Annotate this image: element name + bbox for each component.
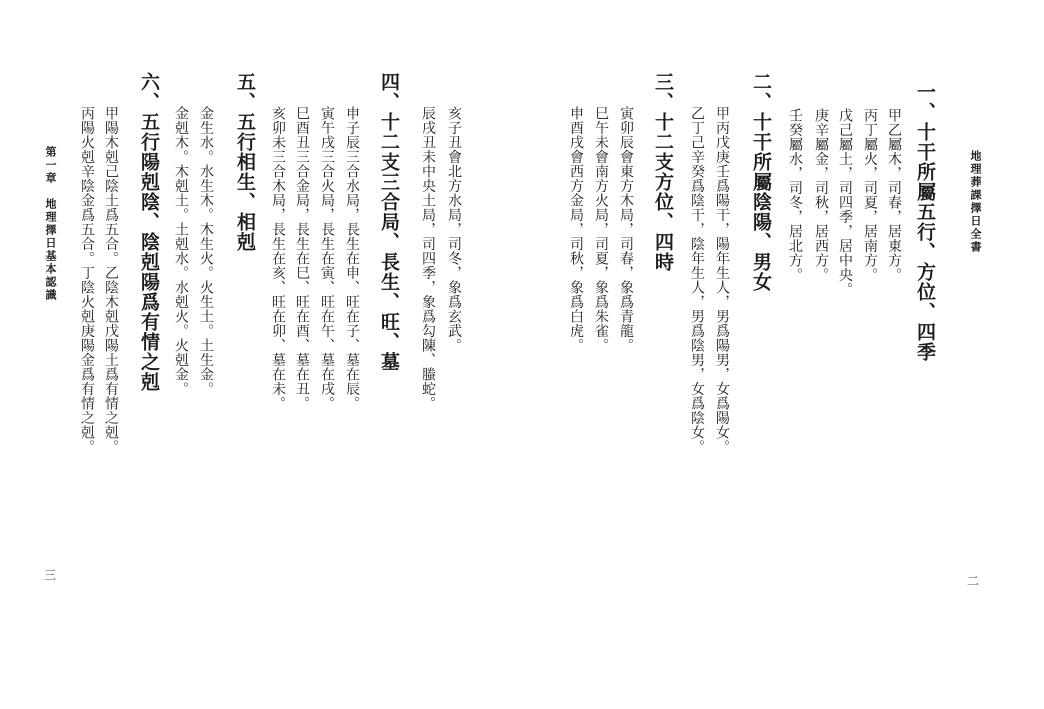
section-5-line-1: 金生水。水生木。木生火。火生土。土生金。 bbox=[198, 106, 214, 396]
section-3-line-1: 寅卯辰會東方木局，司春，象爲青龍。 bbox=[618, 106, 634, 353]
section-4-line-2: 寅午戌三合火局，長生在寅、旺在午、墓在戌。 bbox=[319, 106, 335, 411]
section-1-line-4: 庚辛屬金，司秋，居西方。 bbox=[813, 108, 829, 282]
section-heading-2: 二、十干所屬陰陽、男女 bbox=[750, 72, 772, 292]
section-heading-1: 一、十干所屬五行、方位、四季 bbox=[914, 82, 936, 362]
section-1-line-3: 戊己屬土，司四季，居中央。 bbox=[837, 108, 853, 297]
page-number-right: 二 bbox=[967, 574, 980, 588]
section-heading-5: 五、五行相生、相剋 bbox=[234, 72, 256, 252]
section-heading-4: 四、十二支三合局、長生、旺、墓 bbox=[378, 72, 400, 372]
section-3-line-2: 巳午未會南方火局，司夏，象爲朱雀。 bbox=[593, 106, 609, 353]
section-5-line-2: 金剋木。木剋土。土剋水。水剋火。火剋金。 bbox=[173, 106, 189, 396]
section-1-line-1: 甲乙屬木，司春，居東方。 bbox=[886, 108, 902, 282]
continued-line-1: 亥子丑會北方水局，司冬，象爲玄武。 bbox=[446, 106, 462, 353]
right-page bbox=[522, 0, 1044, 709]
running-header-left: 第一章 地理擇日基本認識 bbox=[44, 146, 57, 302]
continued-line-2: 辰戌丑未中央土局，司四季，象爲勾陳、螣蛇。 bbox=[420, 106, 436, 411]
section-2-line-1: 甲丙戊庚壬爲陽干，陽年生人，男爲陽男，女爲陽女。 bbox=[714, 106, 730, 454]
section-1-line-5: 壬癸屬水，司冬，居北方。 bbox=[787, 108, 803, 282]
section-4-line-3: 巳酉丑三合金局，長生在巳、旺在酉、墓在丑。 bbox=[294, 106, 310, 411]
section-6-line-2: 丙陽火剋辛陰金爲五合。丁陰火剋庚陽金爲有情之剋。 bbox=[79, 106, 95, 454]
section-heading-6: 六、五行陽剋陰、陰剋陽爲有情之剋 bbox=[138, 72, 160, 392]
running-header-right: 地理葬課擇日全書 bbox=[969, 150, 982, 254]
section-2-line-2: 乙丁己辛癸爲陰干，陰年生人，男爲陰男，女爲陰女。 bbox=[689, 106, 705, 454]
section-heading-3: 三、十二支方位、四時 bbox=[652, 72, 674, 272]
section-1-line-2: 丙丁屬火，司夏，居南方。 bbox=[862, 108, 878, 282]
section-3-line-3: 申酉戌會西方金局，司秋，象爲白虎。 bbox=[568, 106, 584, 353]
section-4-line-1: 申子辰三合水局，長生在申、旺在子、墓在辰。 bbox=[344, 106, 360, 411]
section-6-line-1: 甲陽木剋己陰土爲五合。乙陰木剋戊陽土爲有情之剋。 bbox=[103, 106, 119, 454]
page-number-left: 三 bbox=[44, 568, 57, 582]
section-4-line-4: 亥卯未三合木局，長生在亥、旺在卯、墓在未。 bbox=[270, 106, 286, 411]
